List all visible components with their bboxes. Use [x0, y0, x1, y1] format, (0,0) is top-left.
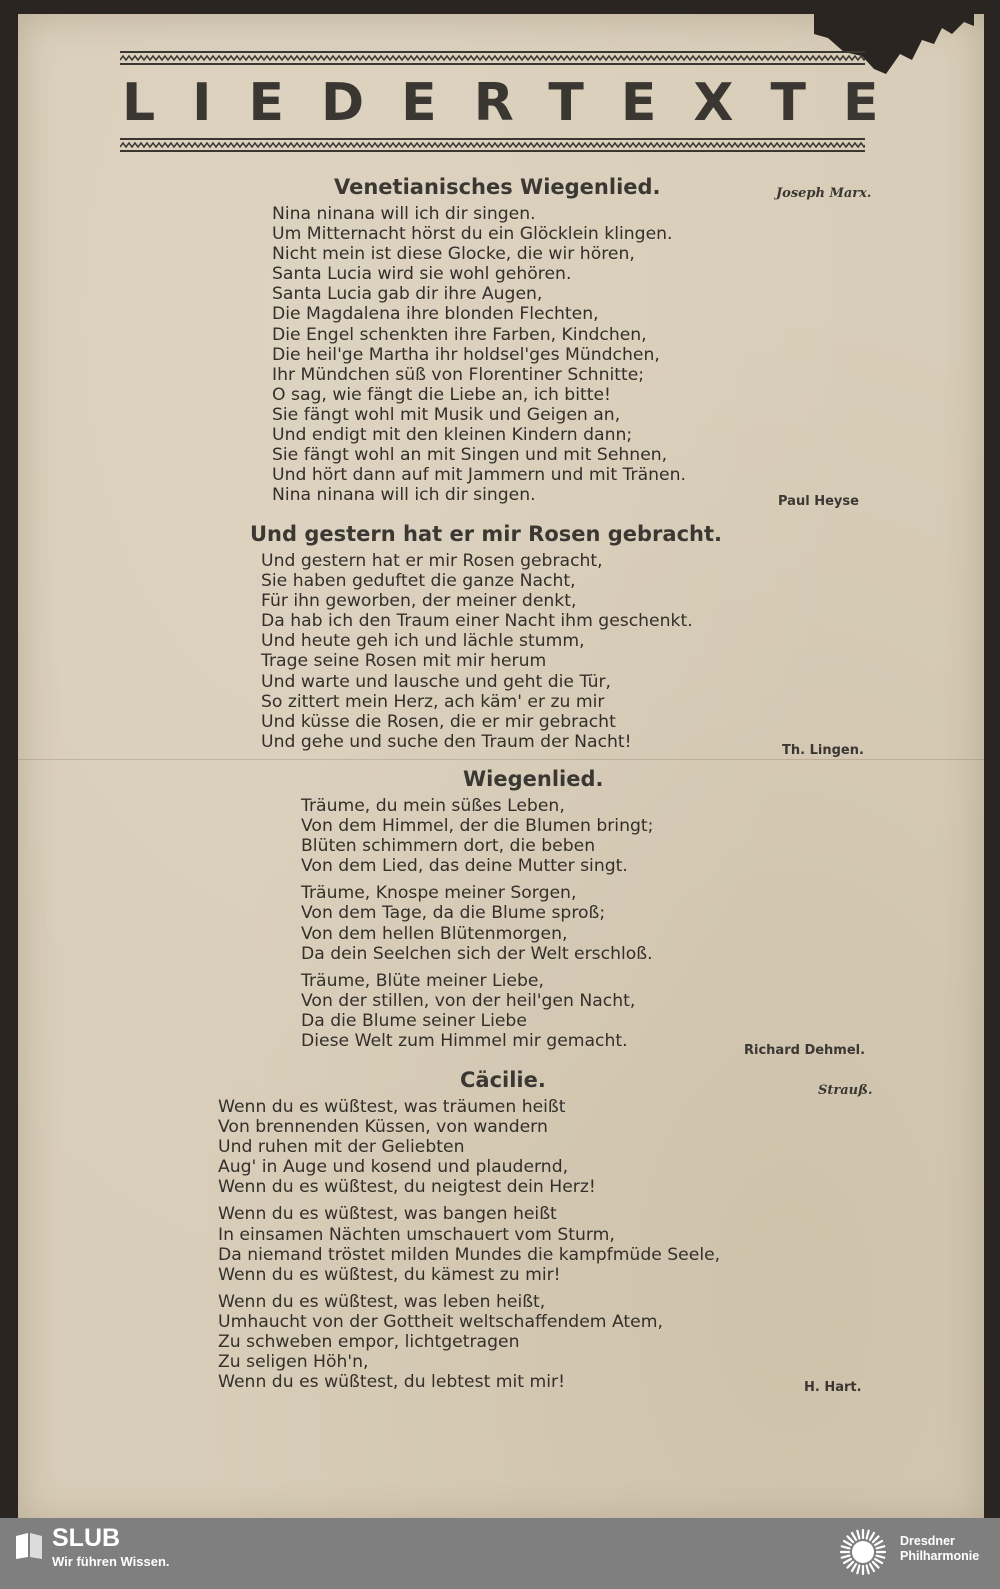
song-text [261, 551, 693, 752]
sunburst-ray [877, 1556, 885, 1558]
sunburst-ray [875, 1559, 882, 1563]
verse-line: Sie fängt wohl mit Musik und Geigen an, [272, 404, 621, 425]
verse-line: So zittert mein Herz, ach käm' er zu mir [261, 691, 605, 712]
verse-line: Von der stillen, von der heil'gen Nacht, [301, 990, 636, 1011]
verse-line: Zu schweben empor, lichtgetragen [218, 1332, 520, 1353]
sunburst-ray [847, 1536, 853, 1542]
verse-line: Zu seligen Höh'n, [218, 1352, 369, 1373]
stanza [218, 1097, 720, 1197]
verse-line: O sag, wie fängt die Liebe an, ich bitte! [272, 384, 611, 405]
verse-line: Santa Lucia wird sie wohl gehören. [272, 264, 572, 285]
sunburst-ray [875, 1541, 882, 1545]
top-ornament-border [120, 50, 865, 68]
sunburst-ray [842, 1556, 850, 1558]
verse-line: Trage seine Rosen mit mir herum [261, 651, 547, 672]
verse-line: Von dem Tage, da die Blume sproß; [301, 903, 606, 924]
header [120, 50, 916, 154]
philharmonie-name-line1: Dresdner [900, 1534, 955, 1548]
sunburst-ray [867, 1566, 869, 1574]
verse-line: Da hab ich den Traum einer Nacht ihm geschenkt. [261, 611, 693, 632]
verse-line: Und küsse die Rosen, die er mir gebracht [261, 711, 616, 732]
slub-book-icon [14, 1530, 44, 1560]
sunburst-ray [873, 1562, 879, 1568]
verse-line: Sie haben geduftet die ganze Nacht, [261, 571, 576, 592]
verse-line: Wenn du es wüßtest, was leben heißt, [218, 1291, 546, 1312]
philharmonie-name-line2: Philharmonie [900, 1549, 980, 1563]
slub-name: SLUB [52, 1524, 121, 1552]
verse-line: Wenn du es wüßtest, du kämest zu mir! [218, 1264, 561, 1285]
song-title: Venetianisches Wiegenlied. [334, 175, 661, 199]
sunburst-ray [870, 1533, 874, 1540]
verse-line: Und gehe und suche den Traum der Nacht! [261, 731, 632, 752]
verse-line: Santa Lucia gab dir ihre Augen, [272, 284, 543, 305]
sunburst-ray [857, 1531, 859, 1539]
verse-line: Aug' in Auge und kosend und plaudernd, [218, 1157, 569, 1178]
song-composer: Joseph Marx. [776, 186, 872, 201]
song-title: Wiegenlied. [463, 767, 604, 791]
song-author: Richard Dehmel. [744, 1043, 866, 1058]
verse-line: Von dem Lied, das deine Mutter singt. [301, 856, 628, 877]
verse-line: Und endigt mit den kleinen Kindern dann; [272, 425, 633, 446]
song-title: Cäcilie. [460, 1068, 546, 1092]
verse-line: Träume, Blüte meiner Liebe, [301, 970, 544, 991]
verse-line: Und gestern hat er mir Rosen gebracht, [261, 551, 603, 571]
verse-line: Von dem Himmel, der die Blumen bringt; [301, 816, 654, 837]
verse-line: Träume, du mein süßes Leben, [301, 796, 565, 816]
verse-line: Von brennenden Küssen, von wandern [218, 1117, 548, 1138]
verse-line: Blüten schimmern dort, die beben [301, 836, 596, 857]
verse-line: Wenn du es wüßtest, was bangen heißt [218, 1204, 557, 1225]
page-title: LIEDERTEXTE [122, 73, 916, 133]
song-author: Paul Heyse [778, 494, 859, 509]
verse-line: Sie fängt wohl an mit Singen und mit Sehnen, [272, 445, 668, 466]
sunburst-ray [852, 1533, 856, 1540]
verse-line: Da dein Seelchen sich der Welt erschloß. [301, 943, 653, 964]
verse-line: Die heil'ge Martha ihr holdsel'ges Mündchen, [272, 344, 660, 365]
verse-line: Wenn du es wüßtest, was träumen heißt [218, 1097, 566, 1117]
verse-line: Nina ninana will ich dir singen. [272, 204, 536, 224]
verse-line: Träume, Knospe meiner Sorgen, [301, 883, 577, 904]
sunburst-ray [847, 1562, 853, 1568]
song-author: H. Hart. [804, 1380, 862, 1395]
verse-line: Und heute geh ich und lächle stumm, [261, 631, 585, 652]
verse-line: In einsamen Nächten umschauert vom Sturm, [218, 1224, 615, 1245]
verse-line: Da die Blume seiner Liebe [301, 1010, 527, 1031]
song-title: Und gestern hat er mir Rosen gebracht. [250, 522, 722, 546]
sunburst-ray [842, 1546, 850, 1548]
sunburst-ray [867, 1531, 869, 1539]
verse-line: Da niemand tröstet milden Mundes die kampfmüde Seele, [218, 1244, 721, 1265]
stanza [301, 971, 653, 1051]
sunburst-ray [844, 1559, 851, 1563]
footer-bar [0, 1518, 1000, 1589]
verse-line: Von dem hellen Blütenmorgen, [301, 923, 568, 944]
philharmonie-sunburst-icon [838, 1524, 888, 1580]
verse-line: Für ihn geworben, der meiner denkt, [261, 591, 577, 612]
sunburst-ray [873, 1536, 879, 1542]
philharmonie-name [900, 1534, 979, 1564]
stanza [272, 204, 686, 505]
stanza [301, 796, 653, 876]
verse-line: Wenn du es wüßtest, du neigtest dein Herz! [218, 1177, 596, 1198]
slub-tagline: Wir führen Wissen. [52, 1554, 170, 1569]
song-text [301, 796, 653, 1051]
verse-line: Nina ninana will ich dir singen. [272, 485, 536, 506]
stanza [261, 551, 693, 752]
verse-line: Umhaucht von der Gottheit weltschaffendem Atem, [218, 1311, 663, 1332]
sunburst-ray [877, 1546, 885, 1548]
verse-line: Nicht mein ist diese Glocke, die wir hören, [272, 244, 635, 265]
stanza [218, 1292, 720, 1392]
song-text [218, 1097, 720, 1392]
bottom-ornament-border [120, 136, 865, 154]
verse-line: Ihr Mündchen süß von Florentiner Schnitte; [272, 364, 645, 385]
verse-line: Diese Welt zum Himmel mir gemacht. [301, 1031, 628, 1052]
sunburst-ray [852, 1564, 856, 1571]
verse-line: Und warte und lausche und geht die Tür, [261, 671, 612, 692]
song-author: Th. Lingen. [782, 743, 864, 758]
verse-line: Und ruhen mit der Geliebten [218, 1137, 465, 1158]
stanza [218, 1204, 720, 1284]
verse-line: Die Magdalena ihre blonden Flechten, [272, 304, 599, 325]
song-text [272, 204, 686, 505]
verse-line: Die Engel schenkten ihre Farben, Kindchen, [272, 324, 647, 345]
stanza [301, 883, 653, 963]
fold-line [18, 759, 984, 760]
sunburst-ray [844, 1541, 851, 1545]
verse-line: Wenn du es wüßtest, du lebtest mit mir! [218, 1372, 565, 1393]
song-composer: Strauß. [818, 1083, 873, 1098]
verse-line: Um Mitternacht hörst du ein Glöcklein klingen. [272, 224, 673, 245]
sunburst-ray [870, 1564, 874, 1571]
sunburst-ray [857, 1566, 859, 1574]
verse-line: Und hört dann auf mit Jammern und mit Tränen. [272, 465, 686, 486]
